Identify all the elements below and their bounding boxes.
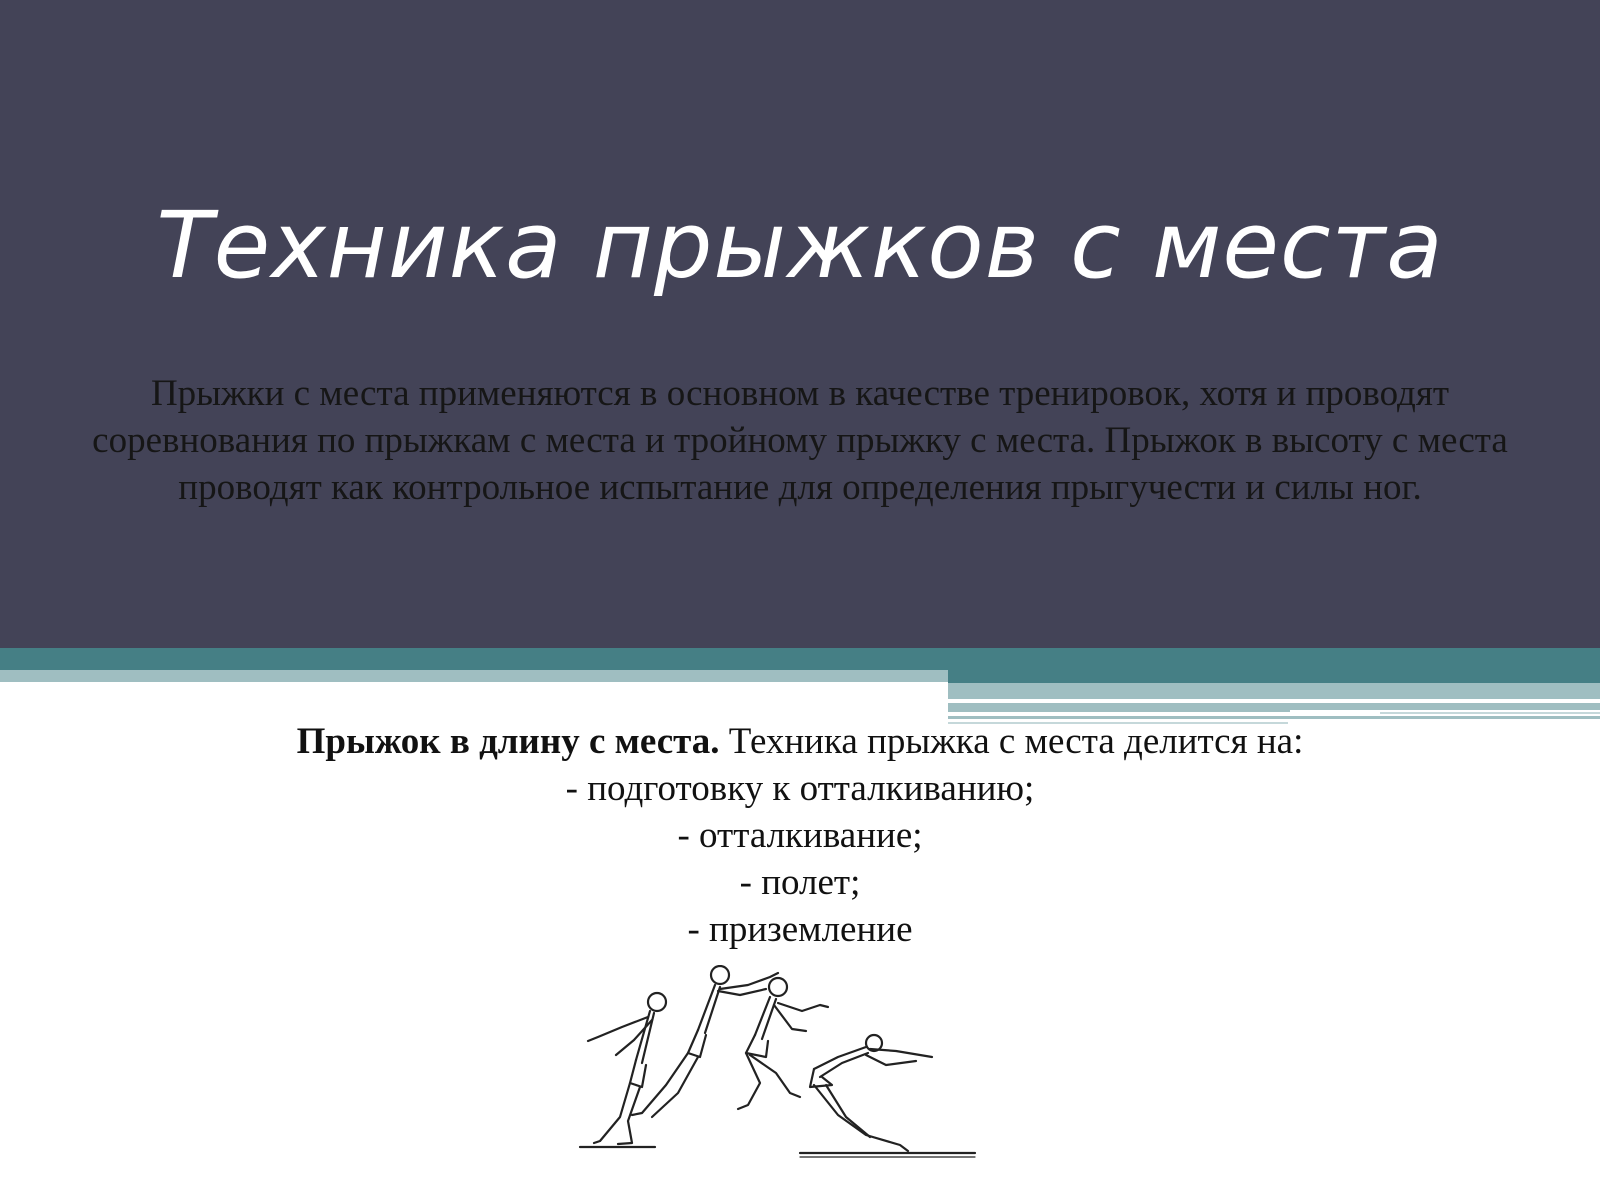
jumper-figure-3	[738, 978, 828, 1109]
list-item: - подготовку к отталкиванию;	[565, 768, 1035, 809]
jumper-figure-1	[588, 993, 666, 1144]
jumper-figure-2	[632, 966, 778, 1117]
slide-title: Техника прыжков с места	[156, 192, 1444, 299]
content-lead-bold: Прыжок в длину с места.	[296, 721, 720, 762]
standing-long-jump-figure	[570, 965, 990, 1165]
list-item: - отталкивание;	[677, 815, 923, 856]
jumper-figure-4	[810, 1035, 932, 1151]
content-lead	[0, 718, 1600, 765]
content-lead-text: Техника прыжка с места делится на:	[719, 721, 1304, 762]
intro-paragraph: Прыжки с места применяются в основном в качестве тренировок, хотя и проводят соревнования по прыжкам с места и тройному прыжку с места. Прыжок в высоту с места проводят как контрольное испытание для определения прыгучести и силы ног.	[92, 373, 1508, 508]
list-item: - полет;	[739, 862, 861, 903]
content-block	[0, 718, 1600, 953]
list-item: - приземление	[687, 909, 913, 950]
